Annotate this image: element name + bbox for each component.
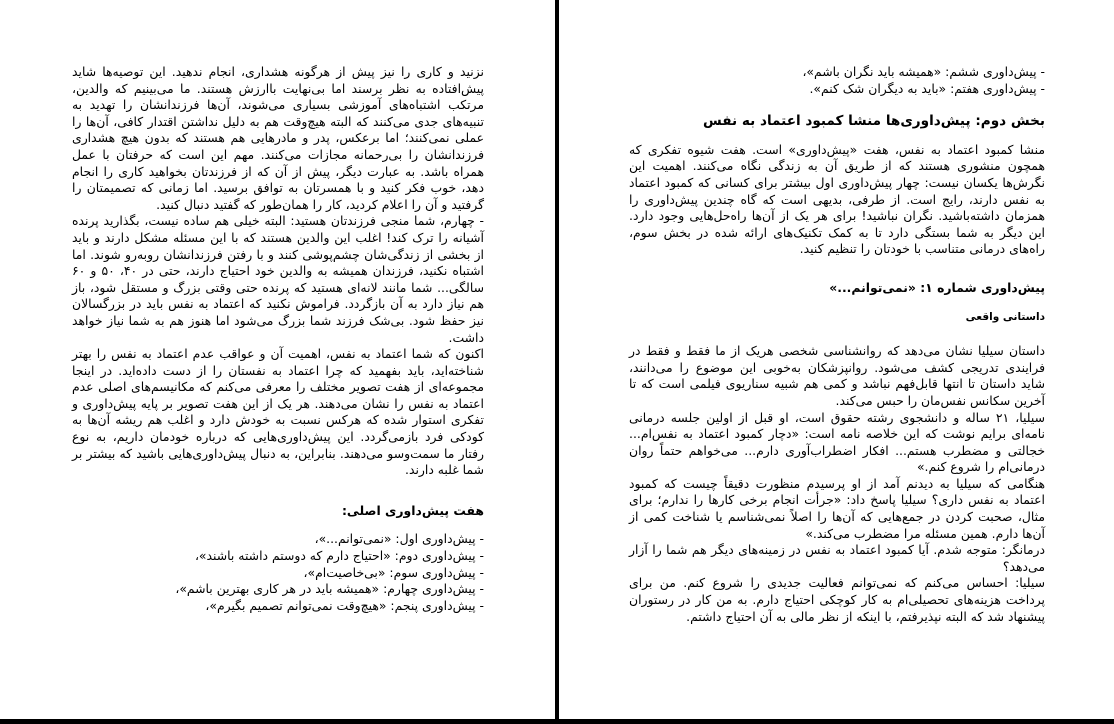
story-paragraph-3: هنگامی که سیلیا به دیدنم آمد از او پرسیدم منظورت دقیقاً چیست که کمبود اعتماد به نفس داری؟ سیلیا پاسخ داد: «جرأت انجام برخی کارها را ندارم؛ برای مثال، صحبت کردن در جمع‌هایی که آن‌ها را اصلاً نمی‌شناسم یا شناخت کمی از آن‌ها دارم. همین مسئله مرا مضطرب می‌کند.»	[629, 475, 1045, 541]
left-paragraph-2: - چهارم، شما منجی فرزندتان هستید: البته خیلی هم ساده نیست، بگذارید پرنده آشیانه را ترک کند! اغلب این والدین هستند که با این مسئله مشکل دارند و باید از بخشی از زندگی‌شان چشم‌پوشی کنند و با رفتن فرزندانشان روبه‌رو شوند. اما اشتباه نکنید، فرزندان همیشه به والدین خود احتیاج دارند، حتی در ۴۰، ۵۰ و ۶۰ سالگی... شما مانند لانه‌ای هستید که پرنده حتی وقتی بزرگ و مستقل شود، باز هم نیاز دارد به آن بازگردد. فراموش نکنید که اعتماد به نفس باید در بزرگسالان نیز حفظ شود. بی‌شک فرزند شما بزرگ می‌شود اما هنوز هم به شما نیاز خواهد داشت.	[72, 213, 484, 345]
list-item: - پیش‌داوری چهارم: «همیشه باید در هر کاری بهترین باشم»،	[175, 581, 484, 597]
story-paragraph-2: سیلیا، ۲۱ ساله و دانشجوی رشته حقوق است، او قبل از اولین جلسه درمانی نامه‌ای برایم نوشت که این خلاصه نامه است: «دچار کمبود اعتماد به نفس‌ام... خجالتی و مضطرب هستم... افکار اضطراب‌آوری دارم... می‌خواهم حتماً روان درمانی‌ام را شروع کنم.»	[629, 409, 1045, 475]
list-item: - پیش‌داوری هفتم: «باید به دیگران شک کنم».	[809, 80, 1045, 96]
story-paragraph-4: درمانگر: متوجه شدم. آیا کمبود اعتماد به نفس در زمینه‌های دیگر هم شما را آزار می‌دهد؟	[629, 542, 1045, 574]
left-page-text	[72, 64, 484, 614]
story-paragraph-1: داستان سیلیا نشان می‌دهد که روانشناسی شخصی هریک از ما فقط و فقط در فرایندی تدریجی کشف می‌شود. روانپزشکان به‌خوبی این موضوع را می‌دانند، شاید داستان تا انتها قابل‌فهم نباشد و کمی هم شبیه سناریوی فیلمی است که تا آخرین سکانس نفس‌مان را حبس می‌کند.	[629, 343, 1045, 408]
list-item: - پیش‌داوری دوم: «احتیاج دارم که دوستم داشته باشند»،	[194, 548, 484, 564]
prejudice-list-left	[72, 531, 484, 614]
bottom-border	[0, 719, 1114, 724]
right-page-text	[629, 64, 1045, 625]
list-item: - پیش‌داوری پنجم: «هیچ‌وقت نمی‌توانم تصمیم بگیرم»،	[205, 597, 484, 613]
seven-prejudices-heading: هفت پیش‌داوری اصلی:	[341, 502, 484, 518]
left-page	[0, 0, 555, 720]
section-heading: بخش دوم: پیش‌داوری‌ها منشا کمبود اعتماد به نفس	[703, 113, 1045, 130]
story-paragraph-5: سیلیا: احساس می‌کنم که نمی‌توانم فعالیت جدیدی را شروع کنم. من برای پرداخت هزینه‌های تحصیلی‌ام به کار کوچکی احتیاج دارم. به من کار در رستوران پیشنهاد شد که البته نپذیرفتم، با اینکه از نظر مالی به آن احتیاج داشتم.	[629, 575, 1045, 624]
list-item: - پیش‌داوری اول: «نمی‌توانم...»،	[314, 531, 484, 547]
left-paragraph-3: اکنون که شما اعتماد به نفس، اهمیت آن و عواقب عدم اعتماد به نفس را بهتر شناخته‌اید، باید بفهمید که چرا اعتماد به نفستان را از دست داده‌اید. در اینجا مجموعه‌ای از هفت تصویر مختلف را معرفی می‌کنم که مکانیسم‌های اصلی عدم اعتماد به نفس را نشان می‌دهند. هر یک از این هفت تصویر بر پایه پیش‌داوری و تفکری استوار شده که هرکس نسبت به خودش دارد و اغلب هم ریشه آن‌ها به کودکی فرد بازمی‌گردد. این پیش‌داوری‌هایی که درباره خودمان داریم، به نوع رفتار ما سمت‌وسو می‌دهند. بنابراین، به دنبال پیش‌داوری‌هایی باشید که بیشتر بر شما غلبه دارند.	[72, 346, 484, 478]
list-item: - پیش‌داوری ششم: «همیشه باید نگران باشم»،	[802, 64, 1045, 79]
section-intro: منشا کمبود اعتماد به نفس، هفت «پیش‌داوری» است. هفت شیوه تفکری که همچون منشوری هستند که از طریق آن به زندگی نگاه می‌کنند. اهمیت این نگرش‌ها یکسان نیست: چهار پیش‌داوری اول بیشتر برای کسانی که کمبود اعتماد به نفس دارند، رایج است. از طرفی، بدیهی است که گاه چندین پیش‌داوری را همزمان داشته‌باشید. نگران نباشید! برای هر یک از آن‌ها راه‌حل‌هایی وجود دارد. این دیگر به شما بستگی دارد تا به کمک تکنیک‌های ارائه شده در بخش سوم، راه‌های درمانی متناسب با خودتان را تنظیم کنید.	[629, 141, 1045, 257]
true-story-heading: داستانی واقعی	[965, 310, 1045, 323]
list-item: - پیش‌داوری سوم: «بی‌خاصیت‌ام»،	[303, 564, 484, 580]
prejudice-list-right	[629, 64, 1045, 97]
right-page	[559, 0, 1114, 720]
left-paragraph-1: نزنید و کاری را نیز پیش از هرگونه هشداری، انجام ندهید. این توصیه‌ها شاید پیش‌افتاده به نظر برسند اما بی‌نهایت باارزش هستند. ما می‌بینیم که والدین، مرتکب اشتباه‌های آموزشی بسیاری می‌شوند، آن‌ها فرزندانشان را تهدید به تنبیه‌های جدی می‌کنند که البته هیچ‌وقت هم به دلیل نداشتن اقتدار کافی، آن‌ها را عملی نمی‌کنند؛ اما برعکس، پدر و مادرهایی هم هستند که بدون هیچ هشداری فرزندانشان را بی‌رحمانه مجازات می‌کنند. مهم این است که حرفتان با عمل همراه باشد. به عبارت دیگر، پیش از آن که از فرزندتان بخواهید کاری را انجام دهد، خوب فکر کنید و با همسرتان به توافق برسید. اما زمانی که تصمیمتان را گرفتید و آن را اعلام کردید، کار را همان‌طور که گفتید دنبال کنید.	[72, 64, 484, 212]
prejudice-1-heading: پیش‌داوری شماره ۱: «نمی‌توانم...»	[829, 279, 1045, 295]
